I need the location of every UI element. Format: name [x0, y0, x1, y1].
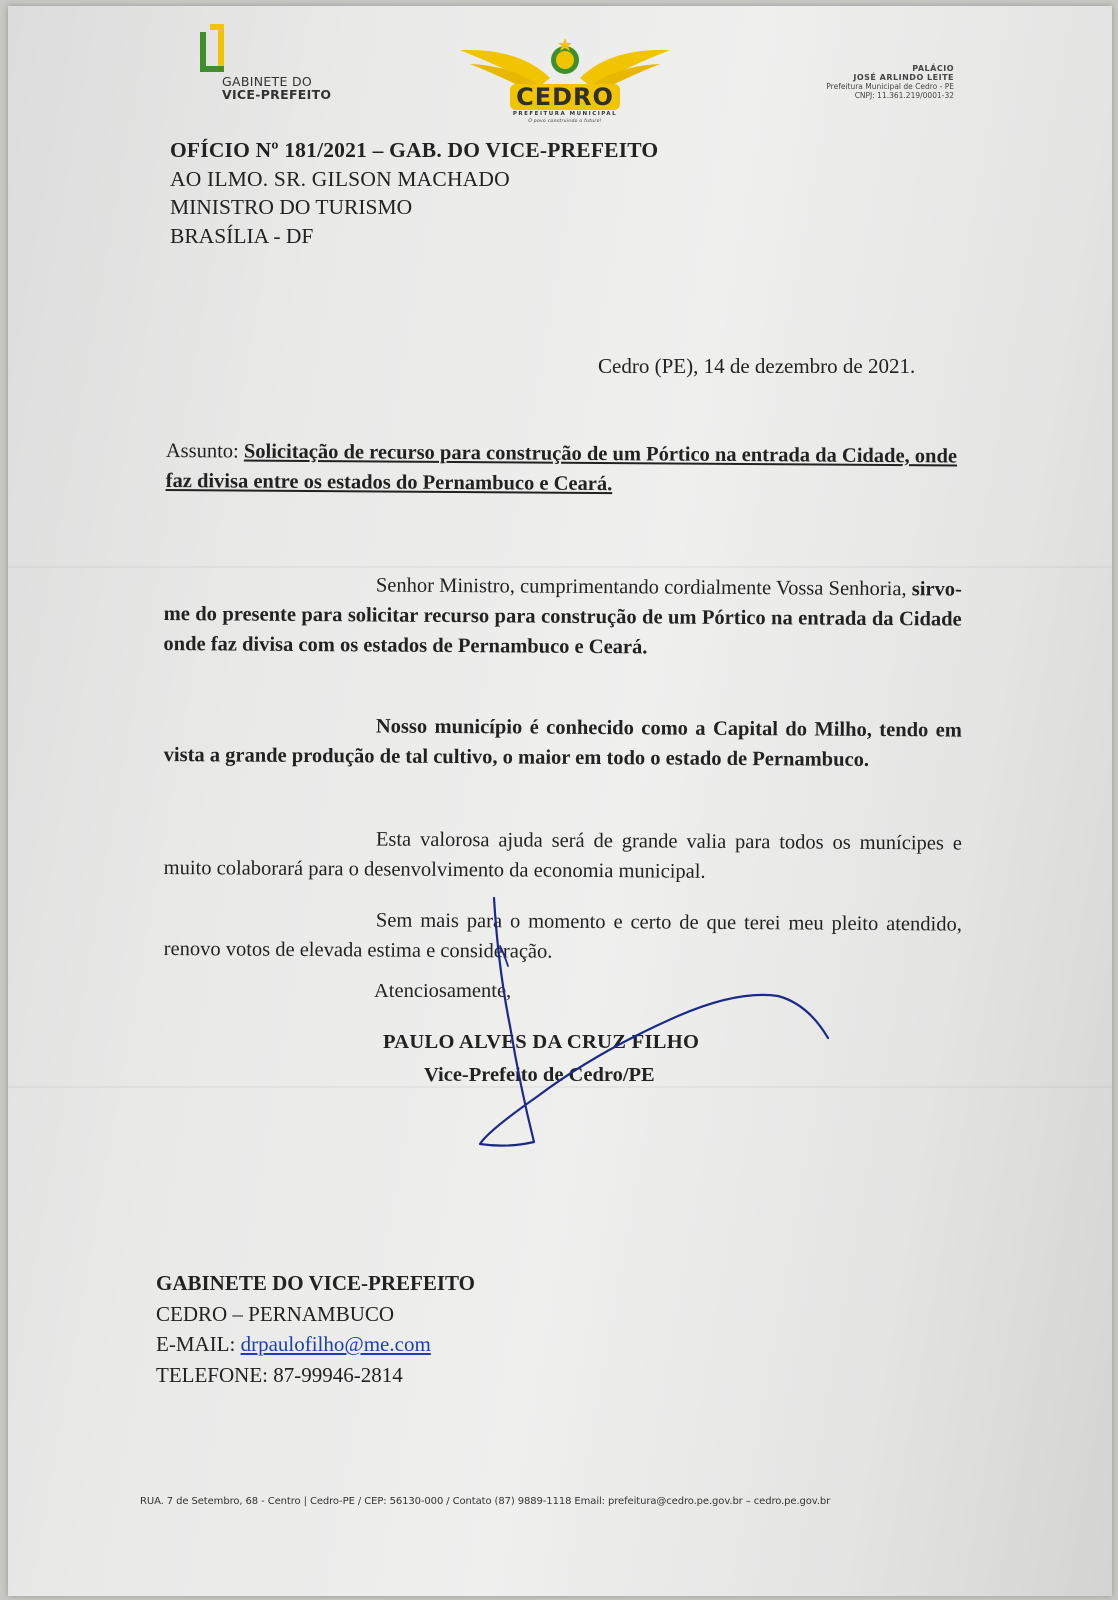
palacio-title: PALÁCIO: [912, 64, 954, 73]
paragraph-2-text: Nosso município é conhecido como a Capital do Milho, tendo em vista a grande produção de tal cultivo, o maior em todo o estado de Pernambuco.: [163, 715, 962, 771]
paper-crease: [8, 566, 1112, 568]
cedro-logo-name: CEDRO: [510, 84, 620, 110]
contact-office: GABINETE DO VICE-PREFEITO: [156, 1271, 475, 1295]
contact-city: CEDRO – PERNAMBUCO: [156, 1301, 395, 1326]
footer-address: RUA. 7 de Setembro, 68 - Centro | Cedro-PE / CEP: 56130-000 / Contato (87) 9889-1118 Email: prefeitura@cedro.pe.gov.br – cedro.pe.gov.br: [140, 1496, 831, 1507]
gabinete-logo: [198, 24, 358, 104]
contact-block: [156, 1268, 475, 1390]
palacio-header: [826, 64, 954, 100]
paragraph-1-bold: sirvo-me do presente para solicitar recurso para construção de um Pórtico na entrada da Cidade onde faz divisa com os estados de Pernambuco e Ceará.: [163, 578, 962, 659]
gabinete-logo-line2: VICE-PREFEITO: [222, 87, 332, 102]
recipient-name: AO ILMO. SR. GILSON MACHADO: [170, 166, 510, 191]
subject-text: Solicitação de recurso para construção de um Pórtico na entrada da Cidade, onde faz divisa entre os estados do Pernambuco e Ceará.: [165, 440, 958, 496]
phone-label: TELEFONE:: [156, 1362, 268, 1387]
closing: Atenciosamente,: [374, 980, 512, 1002]
letter-page: [8, 6, 1112, 1596]
subject-line: [166, 436, 966, 502]
paragraph-4-text: Sem mais para o momento e certo de que terei meu pleito atendido, renovo votos de elevada estima e consideração.: [163, 909, 962, 963]
subject-label: Assunto:: [165, 439, 239, 463]
recipient-title: MINISTRO DO TURISMO: [170, 195, 413, 219]
paragraph-3: [164, 823, 962, 889]
contact-email-line: [156, 1329, 475, 1360]
signatory-role: Vice-Prefeito de Cedro/PE: [424, 1064, 655, 1086]
cedro-logo-tagline: O povo construindo o futuro!: [528, 119, 602, 124]
email-label: E-MAIL:: [156, 1332, 236, 1356]
paragraph-2: [164, 710, 962, 776]
palacio-prefeitura: Prefeitura Municipal de Cedro - PE: [826, 82, 954, 91]
letter-date: Cedro (PE), 14 de dezembro de 2021.: [598, 354, 916, 378]
oficio-number: OFÍCIO Nº 181/2021 – GAB. DO VICE-PREFEITO: [170, 138, 659, 162]
contact-phone-line: [156, 1360, 475, 1391]
cedro-logo-subtitle: PREFEITURA MUNICIPAL: [512, 111, 618, 117]
address-block: [170, 136, 658, 250]
email-link[interactable]: drpaulofilho@me.com: [240, 1332, 431, 1356]
gabinete-emblem-icon: [198, 24, 238, 80]
palacio-name: JOSÉ ARLINDO LEITE: [853, 73, 954, 82]
recipient-location: BRASÍLIA - DF: [170, 223, 314, 248]
paragraph-3-text: Esta valorosa ajuda será de grande valia para todos os munícipes e muito colaborará para o desenvolvimento da economia municipal.: [163, 828, 962, 883]
paragraph-1: [163, 569, 962, 665]
paragraph-1-regular: Senhor Ministro, cumprimentando cordialmente Vossa Senhoria,: [375, 574, 907, 601]
cedro-logo: [460, 38, 670, 128]
handwritten-signature: [448, 886, 848, 1156]
phone-number: 87-99946-2814: [273, 1362, 403, 1387]
gabinete-logo-line1: GABINETE DO: [222, 74, 313, 89]
palacio-cnpj: CNPJ: 11.361.219/0001-32: [854, 91, 954, 100]
signatory-name: PAULO ALVES DA CRUZ FILHO: [383, 1031, 700, 1053]
